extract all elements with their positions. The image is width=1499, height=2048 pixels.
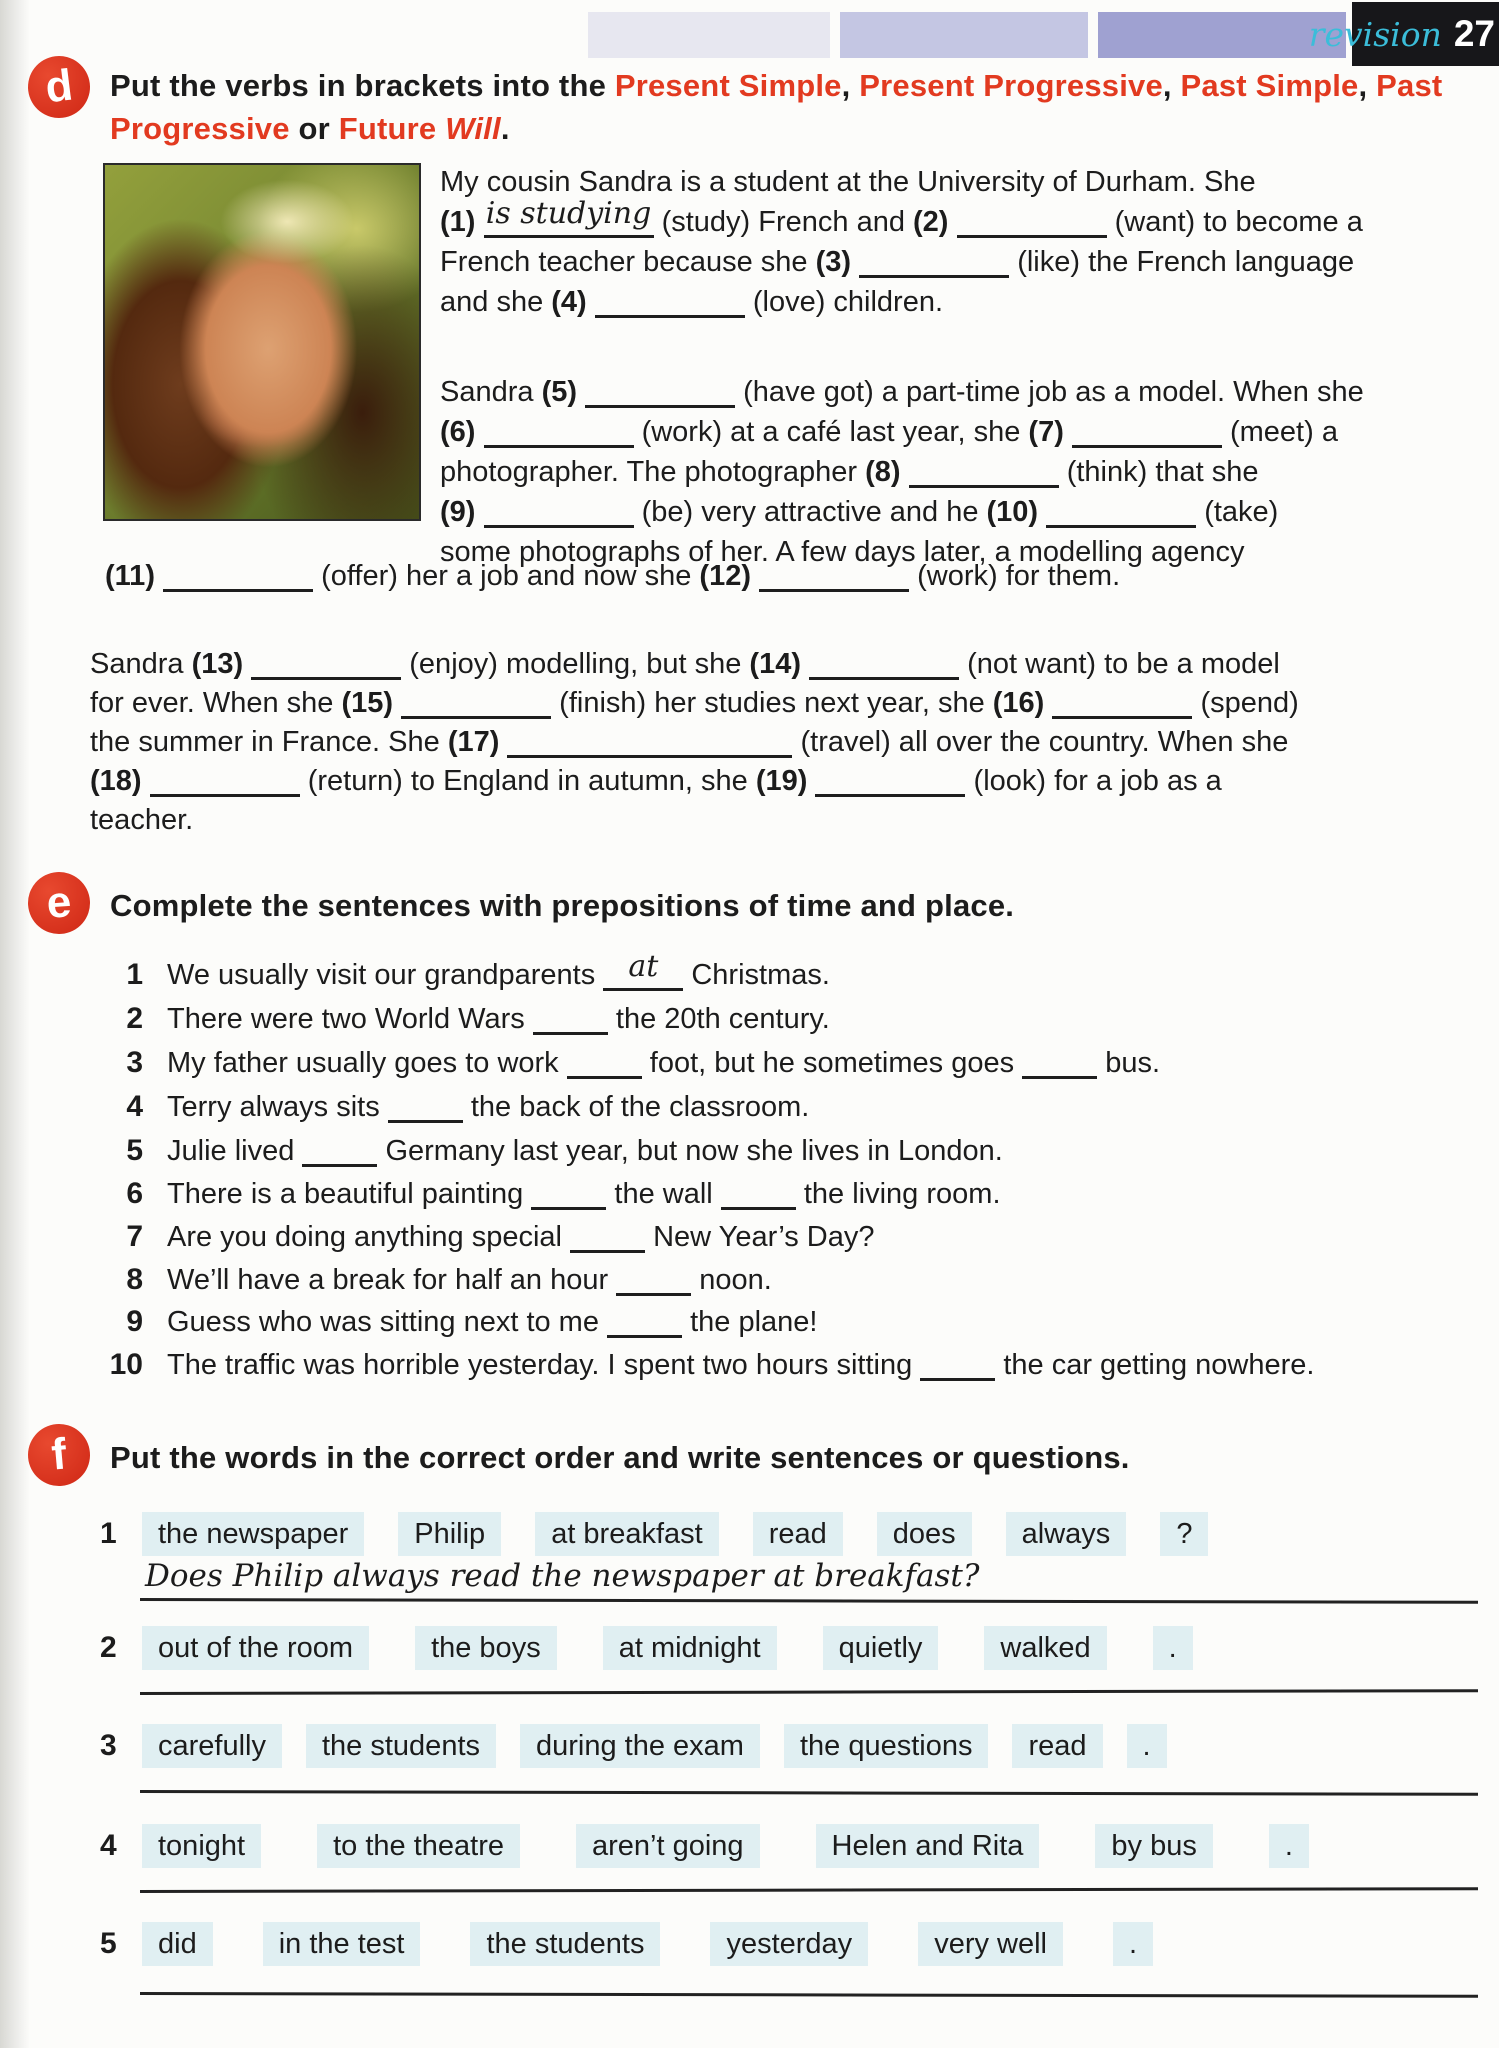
e-item-row [95, 1217, 875, 1257]
word-chip: carefully [142, 1724, 282, 1768]
f-item-number: 2 [100, 1631, 117, 1664]
highlighted-term: Future [338, 111, 446, 146]
paragraph-line [90, 684, 1498, 723]
text-segment: Christmas. [683, 959, 830, 991]
blank-number: (11) [105, 560, 155, 592]
writing-line [140, 1887, 1478, 1893]
f-item-row [100, 1824, 1309, 1868]
answer-blank [607, 1307, 682, 1338]
f-item-row [100, 1626, 1193, 1670]
d-paragraph-3 [90, 645, 1498, 840]
word-chip: Philip [398, 1512, 501, 1556]
text-segment [577, 376, 585, 408]
blank-number: (15) [341, 687, 394, 719]
exercise-e-title: Complete the sentences with prepositions of time and place. [110, 888, 1015, 923]
word-chip: at breakfast [535, 1512, 719, 1556]
text-segment: (spend) [1192, 687, 1299, 719]
answer-blank [920, 1350, 995, 1381]
word-chip: yesterday [710, 1922, 868, 1966]
blank-number: (18) [90, 765, 142, 797]
paragraph-line [90, 762, 1498, 801]
text-segment [1044, 687, 1052, 719]
answer-blank [721, 1179, 796, 1210]
answer-blank [616, 1265, 691, 1296]
exercise-f-title: Put the words in the correct order and write sentences or questions. [110, 1440, 1130, 1475]
e-item-row [95, 1174, 1001, 1214]
answer-blank [507, 727, 792, 758]
e-item-number: 9 [126, 1305, 143, 1338]
text-segment: (finish) her studies next year, she [551, 687, 993, 719]
f-item-number: 5 [100, 1927, 117, 1960]
text-segment: teacher. [90, 804, 194, 836]
highlighted-term: Past Simple [1180, 68, 1359, 103]
text-segment: Put the verbs in brackets into the [110, 68, 615, 103]
e-item-number: 6 [126, 1177, 143, 1210]
blank-number: (10) [986, 496, 1039, 528]
answer-blank [1046, 497, 1196, 528]
answer-blank [163, 561, 313, 592]
text-segment: There were two World Wars [167, 1003, 533, 1035]
answer-blank [809, 649, 959, 680]
exercise-f-badge: f [25, 1421, 92, 1488]
answer-blank [595, 287, 745, 318]
blank-number: (17) [447, 726, 500, 758]
word-chip: at midnight [603, 1626, 777, 1670]
text-segment [587, 286, 595, 318]
highlighted-term: Past [1376, 68, 1443, 103]
word-chip: the students [306, 1724, 496, 1768]
answer-blank [909, 457, 1059, 488]
e-item-number: 4 [126, 1090, 143, 1123]
text-segment [142, 765, 150, 797]
answer-blank [531, 1179, 606, 1210]
text-segment: Are you doing anything special [167, 1221, 571, 1253]
blank-number: (6) [440, 416, 476, 448]
word-chip: the boys [415, 1626, 557, 1670]
e-item-sentence [167, 1131, 1003, 1171]
page-number: 27 [1453, 13, 1495, 54]
paragraph-line [440, 242, 1495, 282]
answer-blank [1052, 688, 1192, 719]
text-segment: and she [440, 286, 552, 318]
text-segment: (take) [1196, 496, 1279, 528]
e-item-row [95, 1131, 1003, 1171]
word-chip-row [142, 1626, 1193, 1670]
blank-number: (19) [755, 765, 808, 797]
text-segment: (have got) a part-time job as a model. When she [735, 376, 1364, 408]
text-segment: (return) to England in autumn, she [299, 765, 756, 797]
highlighted-term: Present Simple [614, 68, 842, 103]
e-item-sentence [167, 1043, 1160, 1083]
exercise-d-title-line1 [110, 64, 1490, 107]
text-segment [807, 765, 815, 797]
answer-blank [567, 1048, 642, 1079]
blank-number: (9) [440, 496, 476, 528]
blank-number: (13) [191, 648, 244, 680]
f-item-row [100, 1724, 1167, 1768]
highlighted-term: Present Progressive [859, 68, 1163, 103]
word-chip: the newspaper [142, 1512, 364, 1556]
text-segment [499, 726, 507, 758]
word-chip: the questions [784, 1724, 989, 1768]
e-item-row [95, 1345, 1314, 1385]
text-segment [801, 648, 809, 680]
paragraph-line [440, 372, 1495, 412]
text-segment: or [289, 111, 339, 146]
text-segment: (study) French and [653, 206, 914, 238]
writing-line [140, 1598, 1478, 1604]
text-segment: the 20th century. [607, 1003, 830, 1035]
word-chip-row [142, 1824, 1309, 1868]
e-item-number: 5 [126, 1134, 143, 1167]
text-segment: (offer) her a job and now she [313, 560, 700, 592]
word-chip-row [142, 1922, 1153, 1966]
e-item-row [95, 1043, 1160, 1083]
text-segment: Sandra [440, 376, 542, 408]
paragraph-gap [440, 322, 1495, 372]
word-chip-row [142, 1512, 1208, 1556]
blank-number: (7) [1028, 416, 1064, 448]
text-segment: the plane! [682, 1306, 818, 1338]
word-chip-row [142, 1724, 1167, 1768]
word-chip: . [1113, 1922, 1153, 1966]
answer-blank [815, 766, 965, 797]
e-item-row [95, 1302, 817, 1342]
text-segment [1064, 416, 1072, 448]
answer-blank [957, 207, 1107, 238]
header-bar-light [588, 12, 830, 58]
text-segment: Julie lived [167, 1135, 303, 1167]
writing-line [140, 1689, 1478, 1695]
handwritten-answer: is studying [485, 196, 652, 231]
blank-number: (14) [749, 648, 801, 680]
answer-blank [585, 377, 735, 408]
text-segment: Guess who was sitting next to me [167, 1306, 608, 1338]
answer-blank [859, 247, 1009, 278]
paragraph-line [440, 492, 1495, 532]
blank-number: (4) [551, 286, 587, 318]
text-segment [155, 560, 163, 592]
text-segment: the summer in France. She [90, 726, 448, 758]
word-chip: read [1012, 1724, 1102, 1768]
word-chip: does [877, 1512, 972, 1556]
blank-number: (2) [913, 206, 949, 238]
answer-blank [570, 1222, 645, 1253]
e-item-number: 8 [126, 1263, 143, 1296]
answer-blank [401, 688, 551, 719]
text-segment: bus. [1097, 1047, 1161, 1079]
text-segment: the wall [606, 1178, 721, 1210]
text-segment: (enjoy) modelling, but she [401, 648, 750, 680]
word-chip: read [753, 1512, 843, 1556]
text-segment: , [841, 68, 860, 103]
e-item-sentence [167, 1345, 1314, 1385]
word-chip: in the test [263, 1922, 421, 1966]
text-segment: for ever. When she [90, 687, 342, 719]
e-item-number: 1 [126, 958, 143, 991]
e-item-row [95, 1087, 809, 1127]
e-item-row [95, 1260, 772, 1300]
paragraph-line [440, 282, 1495, 322]
paragraph-line [440, 412, 1495, 452]
e-item-number: 7 [126, 1220, 143, 1253]
e-item-number: 2 [126, 1002, 143, 1035]
paragraph-line [90, 645, 1498, 684]
e-item-sentence [167, 1302, 817, 1342]
text-segment: Germany last year, but now she lives in London. [377, 1135, 1003, 1167]
text-segment: We usually visit our grandparents [167, 959, 604, 991]
handwritten-answer: at [628, 949, 659, 984]
text-segment: noon. [691, 1264, 772, 1296]
text-segment: We’ll have a break for half an hour [167, 1264, 617, 1296]
e-item-row [95, 999, 830, 1039]
text-segment: (not want) to be a model [959, 648, 1280, 680]
page-header-box [1308, 2, 1499, 66]
word-chip: . [1127, 1724, 1167, 1768]
text-segment: (like) the French language [1009, 246, 1355, 278]
text-segment [1038, 496, 1046, 528]
blank-number: (1) [440, 206, 476, 238]
text-segment [243, 648, 251, 680]
f-item-number: 1 [100, 1517, 117, 1550]
writing-line [140, 1992, 1478, 1998]
f-item-number: 4 [100, 1829, 117, 1862]
text-segment: the living room. [795, 1178, 1001, 1210]
answer-blank [484, 196, 654, 238]
f-item-number: 3 [100, 1729, 117, 1762]
text-segment: My father usually goes to work [167, 1047, 567, 1079]
word-chip: did [142, 1922, 213, 1966]
text-segment: (be) very attractive and he [633, 496, 987, 528]
exercise-d-title-line2 [110, 107, 1490, 150]
answer-blank [150, 766, 300, 797]
text-segment [948, 206, 956, 238]
exercise-d-title [110, 64, 1490, 150]
blank-number: (3) [815, 246, 852, 278]
text-segment [851, 246, 859, 278]
answer-blank [484, 417, 634, 448]
word-chip: Helen and Rita [816, 1824, 1040, 1868]
text-segment: French teacher because she [440, 246, 816, 278]
blank-number: (12) [699, 560, 751, 592]
revision-label: revision [1308, 14, 1442, 54]
text-segment: the back of the classroom. [462, 1091, 810, 1123]
word-chip: always [1006, 1512, 1127, 1556]
answer-blank [388, 1092, 463, 1123]
e-item-sentence [167, 1087, 809, 1127]
word-chip: to the theatre [317, 1824, 520, 1868]
word-chip: very well [918, 1922, 1063, 1966]
text-segment: (travel) all over the country. When she [792, 726, 1289, 758]
text-segment: (meet) a [1221, 416, 1338, 448]
text-segment: Terry always sits [167, 1091, 388, 1123]
e-item-sentence [167, 1174, 1001, 1214]
word-chip: ? [1160, 1512, 1208, 1556]
text-segment: . [500, 111, 510, 146]
e-item-number: 3 [126, 1046, 143, 1079]
word-chip: the students [470, 1922, 660, 1966]
paragraph-line [90, 801, 1498, 840]
word-chip: by bus [1095, 1824, 1212, 1868]
sandra-portrait-photo [103, 163, 421, 521]
word-chip: aren’t going [576, 1824, 760, 1868]
text-segment: (work) for them. [909, 560, 1121, 592]
f-item-row [100, 1512, 1208, 1556]
word-chip: out of the room [142, 1626, 369, 1670]
answer-blank [1072, 417, 1222, 448]
answer-blank [533, 1004, 608, 1035]
e-item-sentence [167, 949, 830, 995]
text-segment: foot, but he sometimes goes [641, 1047, 1023, 1079]
highlighted-term: Progressive [110, 111, 290, 146]
text-segment: Sandra [90, 648, 192, 680]
f-item-row [100, 1922, 1153, 1966]
text-segment: some photographs of her. A few days later, a modelling agency [440, 536, 1245, 568]
exercise-d-badge: d [24, 52, 93, 121]
answer-blank [302, 1136, 377, 1167]
text-segment [475, 206, 483, 238]
word-chip: tonight [142, 1824, 261, 1868]
e-item-number: 10 [109, 1348, 143, 1381]
text-segment: , [1358, 68, 1377, 103]
e-item-sentence [167, 999, 830, 1039]
text-segment: New Year’s Day? [645, 1221, 875, 1253]
word-chip: . [1269, 1824, 1309, 1868]
blank-number: (8) [865, 456, 901, 488]
text-segment: (love) children. [744, 286, 944, 318]
word-chip: walked [984, 1626, 1106, 1670]
e-item-sentence [167, 1217, 875, 1257]
text-segment [475, 496, 483, 528]
text-segment [751, 560, 759, 592]
text-segment [393, 687, 401, 719]
word-chip: during the exam [520, 1724, 760, 1768]
writing-line [140, 1790, 1478, 1796]
e-item-row [95, 949, 830, 995]
answer-blank [251, 649, 401, 680]
header-bar-medium [840, 12, 1088, 58]
e-item-sentence [167, 1260, 772, 1300]
word-chip: . [1153, 1626, 1193, 1670]
text-segment: (want) to become a [1106, 206, 1363, 238]
highlighted-term: Will [445, 111, 501, 146]
answer-blank [603, 949, 683, 991]
page-edge-shadow [0, 0, 30, 2048]
text-segment: (think) that she [1058, 456, 1259, 488]
d-paragraph-column [440, 162, 1495, 572]
text-segment: The traffic was horrible yesterday. I spent two hours sitting [167, 1349, 921, 1381]
blank-number: (16) [992, 687, 1045, 719]
text-segment: , [1162, 68, 1181, 103]
text-segment [475, 416, 483, 448]
blank-number: (5) [541, 376, 578, 408]
paragraph-line [90, 723, 1498, 762]
text-segment: There is a beautiful painting [167, 1178, 532, 1210]
exercise-e-badge: e [26, 870, 92, 936]
text-segment: My cousin Sandra is a student at the University of Durham. She [440, 166, 1256, 198]
word-chip: quietly [823, 1626, 939, 1670]
text-segment: photographer. The photographer [440, 456, 866, 488]
text-segment [901, 456, 909, 488]
d-paragraph-line-11-12 [105, 556, 1120, 596]
answer-blank [1022, 1048, 1097, 1079]
answer-blank [484, 497, 634, 528]
text-segment: (look) for a job as a [965, 765, 1222, 797]
handwritten-sentence-answer: Does Philip always read the newspaper at breakfast? [145, 1558, 980, 1594]
paragraph-line [440, 196, 1495, 242]
answer-blank [759, 561, 909, 592]
paragraph-line [440, 452, 1495, 492]
text-segment: (work) at a café last year, she [633, 416, 1029, 448]
text-segment: the car getting nowhere. [995, 1349, 1315, 1381]
